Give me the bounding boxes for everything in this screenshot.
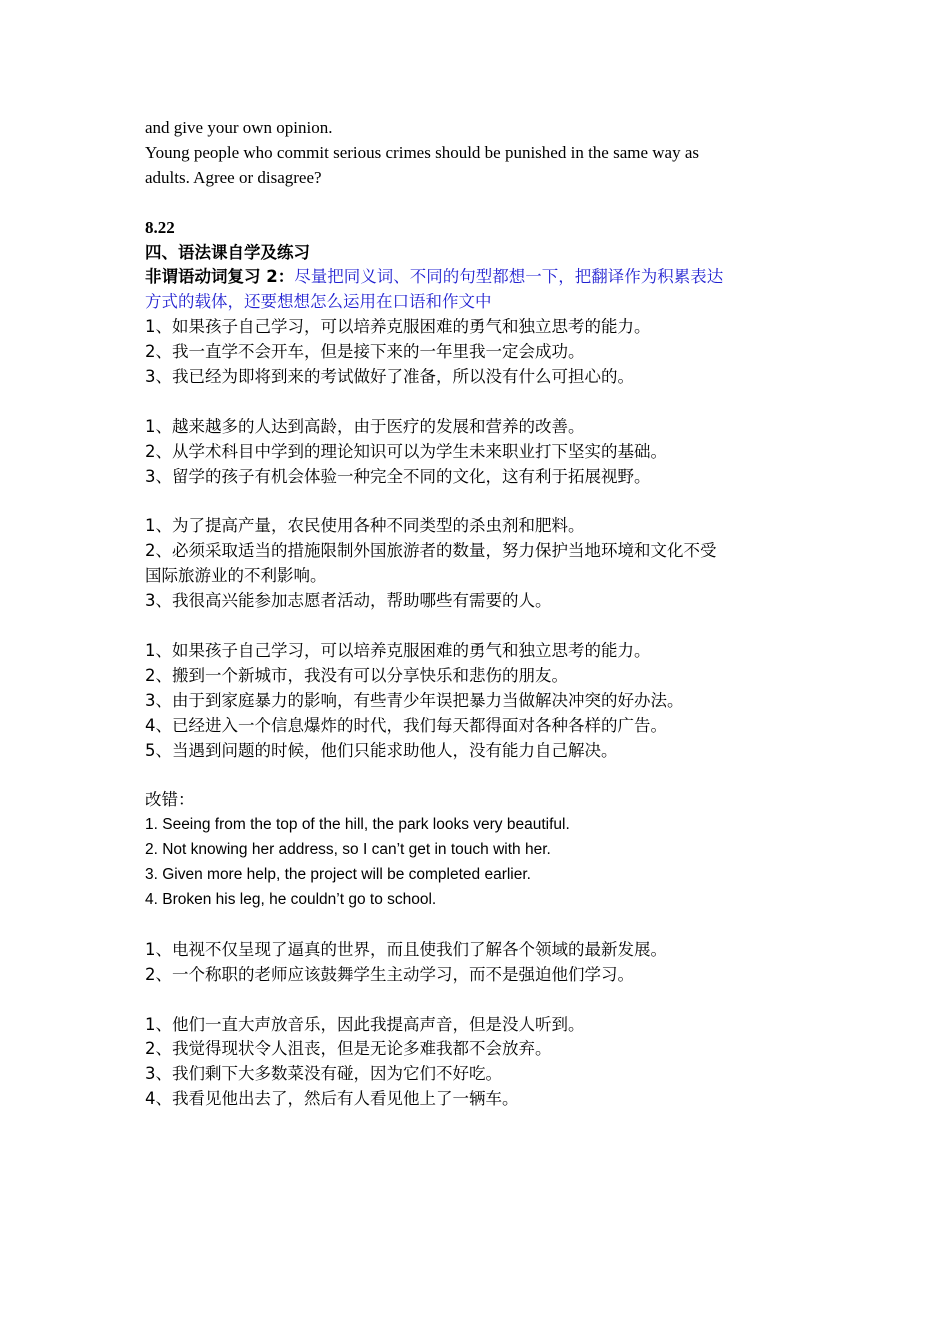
group5-item: 2、一个称职的老师应该鼓舞学生主动学习，而不是强迫他们学习。 <box>145 964 634 984</box>
group3-item: 国际旅游业的不利影响。 <box>145 566 327 586</box>
spacer <box>145 191 815 216</box>
spacer <box>145 490 815 515</box>
group4-item: 1、如果孩子自己学习，可以培养克服困难的勇气和独立思考的能力。 <box>145 640 651 660</box>
group2-item: 3、留学的孩子有机会体验一种完全不同的文化，这有利于拓展视野。 <box>145 466 651 486</box>
group4-item: 2、搬到一个新城市，我没有可以分享快乐和悲伤的朋友。 <box>145 665 568 685</box>
group6-item: 2、我觉得现状令人沮丧，但是无论多难我都不会放弃。 <box>145 1039 552 1059</box>
spacer <box>145 913 815 938</box>
group1-item: 2、我一直学不会开车，但是接下来的一年里我一定会成功。 <box>145 342 585 362</box>
spacer <box>145 988 815 1013</box>
group2-item: 2、从学术科目中学到的理论知识可以为学生未来职业打下坚实的基础。 <box>145 441 667 461</box>
group2-item: 1、越来越多的人达到高龄，由于医疗的发展和营养的改善。 <box>145 416 585 436</box>
group5-item: 1、电视不仅呈现了逼真的世界，而且使我们了解各个领域的最新发展。 <box>145 939 667 959</box>
document-body <box>145 116 815 1112</box>
group1-item: 3、我已经为即将到来的考试做好了准备，所以没有什么可担心的。 <box>145 367 634 387</box>
intro-line-3: adults. Agree or disagree? <box>145 167 322 187</box>
subtitle-line-1 <box>145 265 815 290</box>
group4-item: 5、当遇到问题的时候，他们只能求助他人，没有能力自己解决。 <box>145 740 618 760</box>
correction-item: 2. Not knowing her address, so I can’t get in touch with her. <box>145 841 551 859</box>
date-heading: 8.22 <box>145 217 175 237</box>
group6-item: 4、我看见他出去了，然后有人看见他上了一辆车。 <box>145 1089 519 1109</box>
group4-item: 4、已经进入一个信息爆炸的时代，我们每天都得面对各种各样的广告。 <box>145 715 667 735</box>
corrections-label: 改错： <box>145 790 195 810</box>
subtitle-line-2: 方式的载体，还要想想怎么运用在口语和作文中 <box>145 292 492 312</box>
subtitle-note: 尽量把同义词、不同的句型都想一下，把翻译作为积累表达 <box>294 267 724 287</box>
spacer <box>145 390 815 415</box>
group3-item: 3、我很高兴能参加志愿者活动，帮助哪些有需要的人。 <box>145 591 552 611</box>
intro-line-2: Young people who commit serious crimes should be punished in the same way as <box>145 142 700 162</box>
section-title: 四、语法课自学及练习 <box>145 242 310 262</box>
subtitle-label: 非谓语动词复习 2： <box>145 267 295 287</box>
correction-item: 4. Broken his leg, he couldn’t go to school. <box>145 891 437 909</box>
correction-item: 1. Seeing from the top of the hill, the park looks very beautiful. <box>145 816 570 834</box>
group4-item: 3、由于到家庭暴力的影响，有些青少年误把暴力当做解决冲突的好办法。 <box>145 690 684 710</box>
spacer <box>145 764 815 789</box>
group3-item: 1、为了提高产量，农民使用各种不同类型的杀虫剂和肥料。 <box>145 516 585 536</box>
group3-item: 2、必须采取适当的措施限制外国旅游者的数量，努力保护当地环境和文化不受 <box>145 541 717 561</box>
group6-item: 3、我们剩下大多数菜没有碰，因为它们不好吃。 <box>145 1064 502 1084</box>
spacer <box>145 614 815 639</box>
correction-item: 3. Given more help, the project will be completed earlier. <box>145 866 531 884</box>
intro-line-1: and give your own opinion. <box>145 118 333 137</box>
group1-item: 1、如果孩子自己学习，可以培养克服困难的勇气和独立思考的能力。 <box>145 317 651 337</box>
group6-item: 1、他们一直大声放音乐，因此我提高声音，但是没人听到。 <box>145 1014 585 1034</box>
